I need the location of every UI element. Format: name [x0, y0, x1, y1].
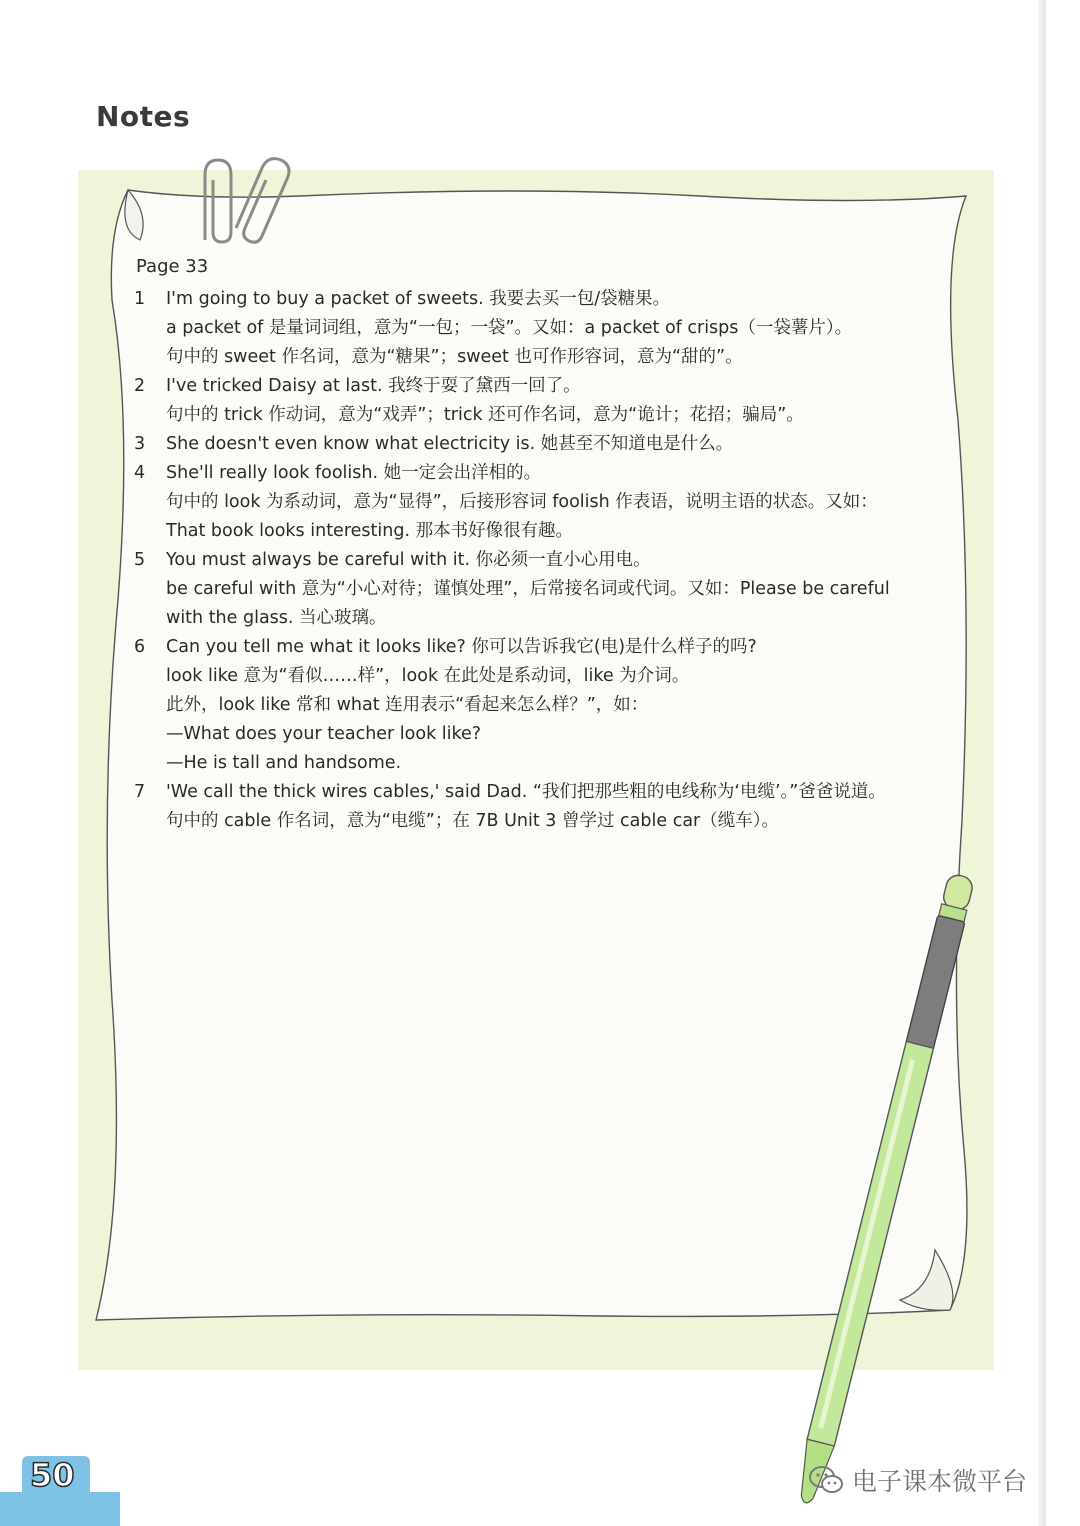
note-number: 3 — [134, 434, 146, 454]
note-line: I'm going to buy a packet of sweets. 我要去买一包/袋糖果。 — [166, 289, 671, 309]
note-line: 句中的 trick 作动词，意为“戏弄”；trick 还可作名词，意为“诡计；花招；骗局”。 — [166, 405, 804, 425]
page-number-tab — [22, 1456, 90, 1496]
note-line: She doesn't even know what electricity is. 她甚至不知道电是什么。 — [166, 434, 734, 454]
note-line: a packet of 是量词词组，意为“一包；一袋”。又如：a packet of crisps（一袋薯片）。 — [166, 318, 853, 338]
note-number: 7 — [134, 782, 146, 802]
note-item-6 — [136, 633, 946, 778]
note-line: I've tricked Daisy at last. 我终于耍了黛西一回了。 — [166, 376, 581, 396]
note-item-1 — [136, 285, 946, 372]
note-line: 此外，look like 常和 what 连用表示“看起来怎么样？”，如： — [166, 695, 649, 715]
note-line: She'll really look foolish. 她一定会出洋相的。 — [166, 463, 542, 483]
page-title: Notes — [96, 100, 191, 133]
note-number: 5 — [134, 550, 146, 570]
notes-content — [136, 252, 946, 836]
note-item-3 — [136, 430, 946, 459]
note-line: That book looks interesting. 那本书好像很有趣。 — [166, 521, 574, 541]
note-line: 'We call the thick wires cables,' said Dad. “我们把那些粗的电线称为‘电缆’。”爸爸说道。 — [166, 782, 886, 802]
note-item-4 — [136, 459, 946, 546]
note-number: 2 — [134, 376, 146, 396]
note-line: 句中的 look 为系动词，意为“显得”，后接形容词 foolish 作表语，说明主语的状态。又如： — [166, 492, 878, 512]
note-line: Can you tell me what it looks like? 你可以告诉我它(电)是什么样子的吗? — [166, 637, 757, 657]
watermark-text: 电子课本微平台 — [852, 1467, 1028, 1496]
note-item-7 — [136, 778, 946, 836]
note-line: look like 意为“看似……样”，look 在此处是系动词，like 为介词。 — [166, 666, 690, 686]
note-number: 4 — [134, 463, 146, 483]
note-number: 1 — [134, 289, 146, 309]
note-line: You must always be careful with it. 你必须一直小心用电。 — [166, 550, 651, 570]
note-line: with the glass. 当心玻璃。 — [166, 608, 387, 628]
note-line: —What does your teacher look like? — [166, 724, 482, 744]
note-line: —He is tall and handsome. — [166, 753, 402, 773]
watermark — [808, 1460, 1027, 1500]
note-line: 句中的 sweet 作名词，意为“糖果”；sweet 也可作形容词，意为“甜的”。 — [166, 347, 743, 367]
note-item-5 — [136, 546, 946, 633]
note-number: 6 — [134, 637, 146, 657]
page-reference: Page 33 — [136, 256, 209, 277]
note-line: be careful with 意为“小心对待；谨慎处理”，后常接名词或代词。又如：Please be careful — [166, 579, 890, 599]
note-item-2 — [136, 372, 946, 430]
note-line: 句中的 cable 作名词，意为“电缆”；在 7B Unit 3 曾学过 cable car（缆车）。 — [166, 811, 779, 831]
wechat-icon — [808, 1465, 844, 1495]
page-number-strip — [0, 1492, 120, 1526]
page-number: 50 — [30, 1456, 75, 1494]
